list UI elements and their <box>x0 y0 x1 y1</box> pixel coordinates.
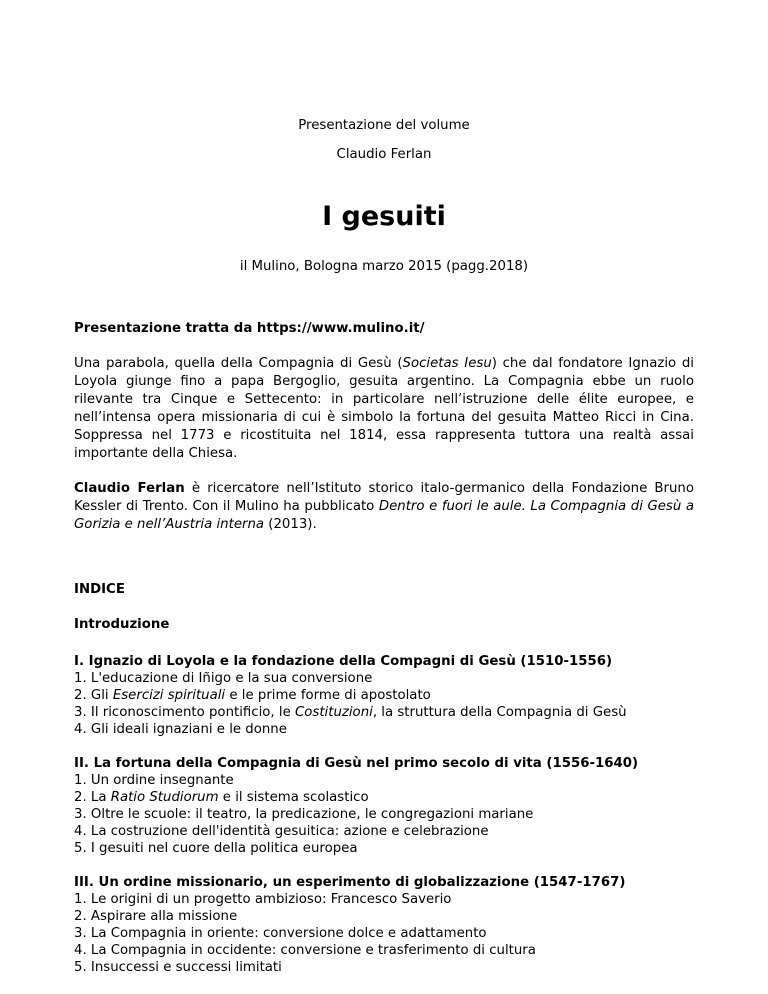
chapter-item-italic: Ratio Studiorum <box>110 790 219 805</box>
chapter-item: 5. I gesuiti nel cuore della politica europea <box>74 841 358 856</box>
chapter-item: 3. La Compagnia in oriente: conversione dolce e adattamento <box>74 926 487 941</box>
source-heading: Presentazione tratta da https://www.mulino.it/ <box>74 321 425 336</box>
chapter-item-text: , la struttura della Compagnia di Gesù <box>372 705 627 720</box>
chapter-title: III. Un ordine missionario, un esperimento di globalizzazione (1547-1767) <box>74 875 626 890</box>
abstract-text: Una parabola, quella della Compagnia di Gesù ( <box>74 356 403 371</box>
chapter-item <box>74 789 694 806</box>
chapter-item: 1. Un ordine insegnante <box>74 773 234 788</box>
abstract-paragraph <box>74 355 694 463</box>
chapter-block <box>74 874 694 976</box>
presentation-label: Presentazione del volume <box>298 118 470 133</box>
bio-text: è ricercatore nell’Istituto storico italo-germanico della Fondazione Bruno Kessler di Trento. Con il Mulino ha pubblicato <box>74 481 694 514</box>
chapter-item <box>74 704 694 721</box>
chapter-item-text: e le prime forme di apostolato <box>225 688 431 703</box>
chapter-title: II. La fortuna della Compagnia di Gesù nel primo secolo di vita (1556-1640) <box>74 756 639 771</box>
chapter-item: 4. La costruzione dell'identità gesuitica: azione e celebrazione <box>74 824 489 839</box>
chapter-block <box>74 653 694 738</box>
chapter-item: 4. Gli ideali ignaziani e le donne <box>74 722 287 737</box>
chapter-item-italic: Esercizi spirituali <box>112 688 226 703</box>
chapter-item: 1. L'educazione di Iñigo e la sua conversione <box>74 671 373 686</box>
chapter-item: 1. Le origini di un progetto ambizioso: Francesco Saverio <box>74 892 452 907</box>
chapter-list <box>74 653 694 976</box>
bio-author-name: Claudio Ferlan <box>74 481 185 496</box>
chapter-item: 5. Insuccessi e successi limitati <box>74 960 282 975</box>
index-heading: INDICE <box>74 582 125 597</box>
author-name: Claudio Ferlan <box>336 147 432 162</box>
book-title: I gesuiti <box>322 201 446 232</box>
index-introduction: Introduzione <box>74 617 170 632</box>
bio-text: (2013). <box>264 517 317 532</box>
chapter-item-text: 3. Il riconoscimento pontificio, le <box>74 705 295 720</box>
chapter-title: I. Ignazio di Loyola e la fondazione della Compagni di Gesù (1510-1556) <box>74 654 613 669</box>
chapter-block <box>74 755 694 857</box>
chapter-item <box>74 687 694 704</box>
author-bio <box>74 480 694 534</box>
chapter-item: 2. Aspirare alla missione <box>74 909 238 924</box>
document-page <box>74 0 694 976</box>
chapter-item-text: 2. Gli <box>74 688 113 703</box>
publication-info: il Mulino, Bologna marzo 2015 (pagg.2018) <box>239 259 529 274</box>
bio-book-title: Dentro e fuori le aule. La Compagnia di Gesù a Gorizia e nell’Austria interna <box>74 499 694 532</box>
abstract-text: ) che dal fondatore Ignazio di Loyola giunge fino a papa Bergoglio, gesuita argentino. La Compagnia ebbe un ruolo rilevante tra Cinque e Settecento: in particolare nell’istruzione delle élite europee, e nell’intensa opera missionaria di cui è simbolo la fortuna del gesuita Matteo Ricci in Cina. Soppressa nel 1773 e ricostituita nel 1814, essa rappresenta tuttora una realtà assai importante della Chiesa. <box>74 356 694 461</box>
chapter-item-italic: Costituzioni <box>294 705 373 720</box>
chapter-item: 3. Oltre le scuole: il teatro, la predicazione, le congregazioni mariane <box>74 807 534 822</box>
abstract-latin-name: Societas Iesu <box>402 356 492 371</box>
chapter-item: 4. La Compagnia in occidente: conversione e trasferimento di cultura <box>74 943 536 958</box>
chapter-item-text: e il sistema scolastico <box>218 790 369 805</box>
chapter-item-text: 2. La <box>74 790 111 805</box>
